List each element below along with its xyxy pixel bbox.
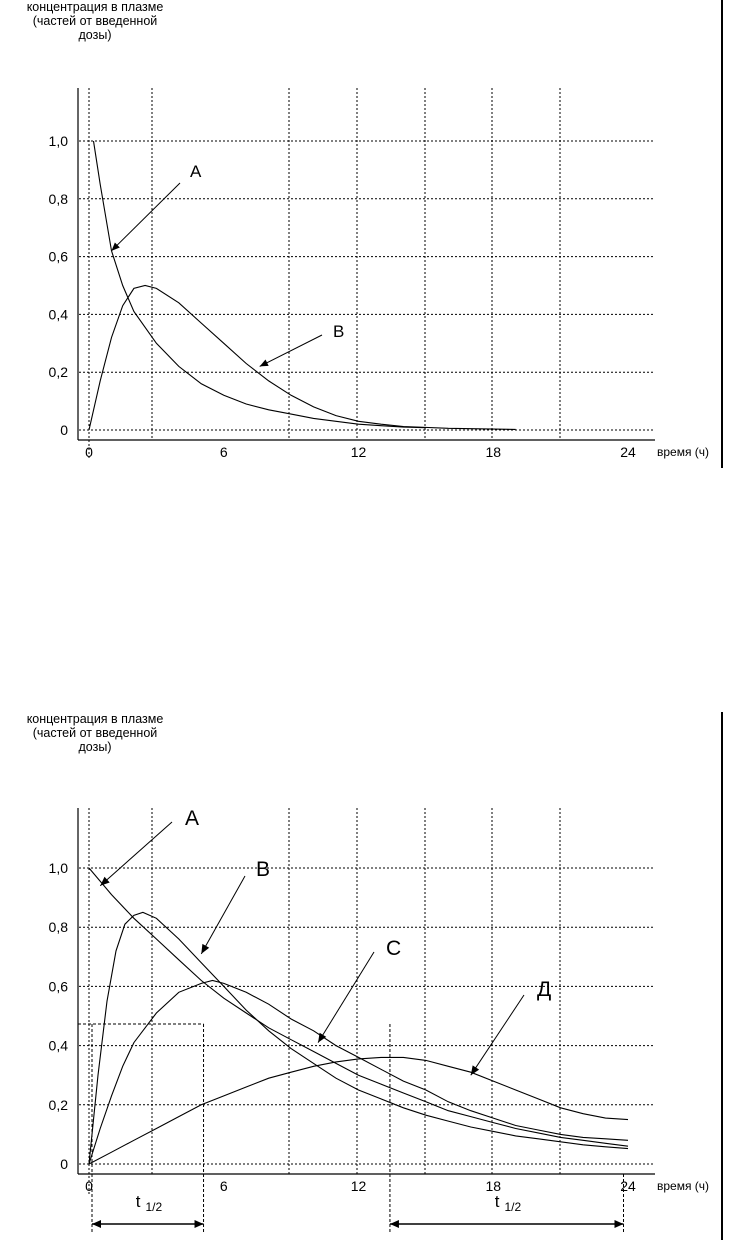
series-label-B: B (256, 858, 271, 881)
series-arrow-C (318, 952, 374, 1043)
y-tick-label: 0,2 (48, 1096, 68, 1113)
y-tick-label: 0,2 (48, 364, 68, 381)
series-line-A (94, 141, 426, 428)
y-axis-title: концентрация в плазме (частей от введенной дозы) (26, 0, 164, 42)
x-axis-title: время (ч) (657, 1179, 710, 1193)
x-tick-label: 12 (350, 1178, 367, 1194)
y-tick-label: 0 (60, 422, 68, 438)
arrow-right-icon (615, 1220, 624, 1228)
x-tick-label: 18 (485, 444, 502, 460)
x-axis-title: время (ч) (657, 445, 710, 459)
x-tick-label: 12 (350, 444, 367, 460)
x-tick-label: 18 (485, 1178, 502, 1194)
x-tick-label: 24 (620, 1178, 636, 1194)
y-tick-label: 0 (60, 1156, 68, 1172)
series-line-B (89, 286, 516, 431)
chart-1-plot (0, 0, 730, 480)
series-label-A: A (190, 162, 202, 181)
series-arrow-Д (471, 995, 524, 1075)
series-arrow-B (260, 335, 322, 366)
y-tick-label: 0,4 (48, 1037, 68, 1054)
arrow-left-icon (390, 1220, 399, 1228)
series-arrow-B (201, 876, 245, 954)
series-arrow-A (111, 183, 180, 251)
y-tick-label: 0,8 (48, 919, 68, 936)
y-tick-label: 0,6 (48, 978, 68, 995)
arrow-right-icon (195, 1220, 204, 1228)
series-label-Д: Д (537, 978, 552, 1001)
chart-1 (0, 0, 730, 480)
arrow-left-icon (92, 1220, 101, 1228)
series-line-Д (89, 1057, 628, 1164)
x-tick-label: 24 (620, 444, 636, 460)
chart-2 (0, 712, 730, 1240)
series-label-B: B (333, 322, 345, 341)
y-tick-label: 1,0 (48, 860, 68, 876)
series-arrow-A (100, 822, 172, 886)
x-tick-label: 0 (85, 1178, 93, 1194)
y-tick-label: 0,6 (48, 248, 68, 265)
chart-2-plot (0, 712, 730, 1240)
arrow-head-icon (201, 944, 209, 954)
y-tick-label: 0,4 (48, 306, 68, 323)
y-tick-label: 0,8 (48, 190, 68, 207)
series-label-A: A (185, 807, 200, 830)
series-label-C: C (386, 937, 402, 960)
x-tick-label: 6 (219, 444, 228, 460)
half-life-label: t $_{1/2}$ (494, 1192, 522, 1214)
half-life-label: t $_{1/2}$ (135, 1192, 163, 1214)
x-tick-label: 6 (219, 1178, 228, 1194)
y-axis-title: концентрация в плазме (частей от введенной дозы) (26, 712, 164, 754)
y-tick-label: 1,0 (48, 133, 68, 149)
series-line-C (89, 981, 628, 1165)
series-line-B (89, 912, 628, 1164)
x-tick-label: 0 (85, 444, 93, 460)
